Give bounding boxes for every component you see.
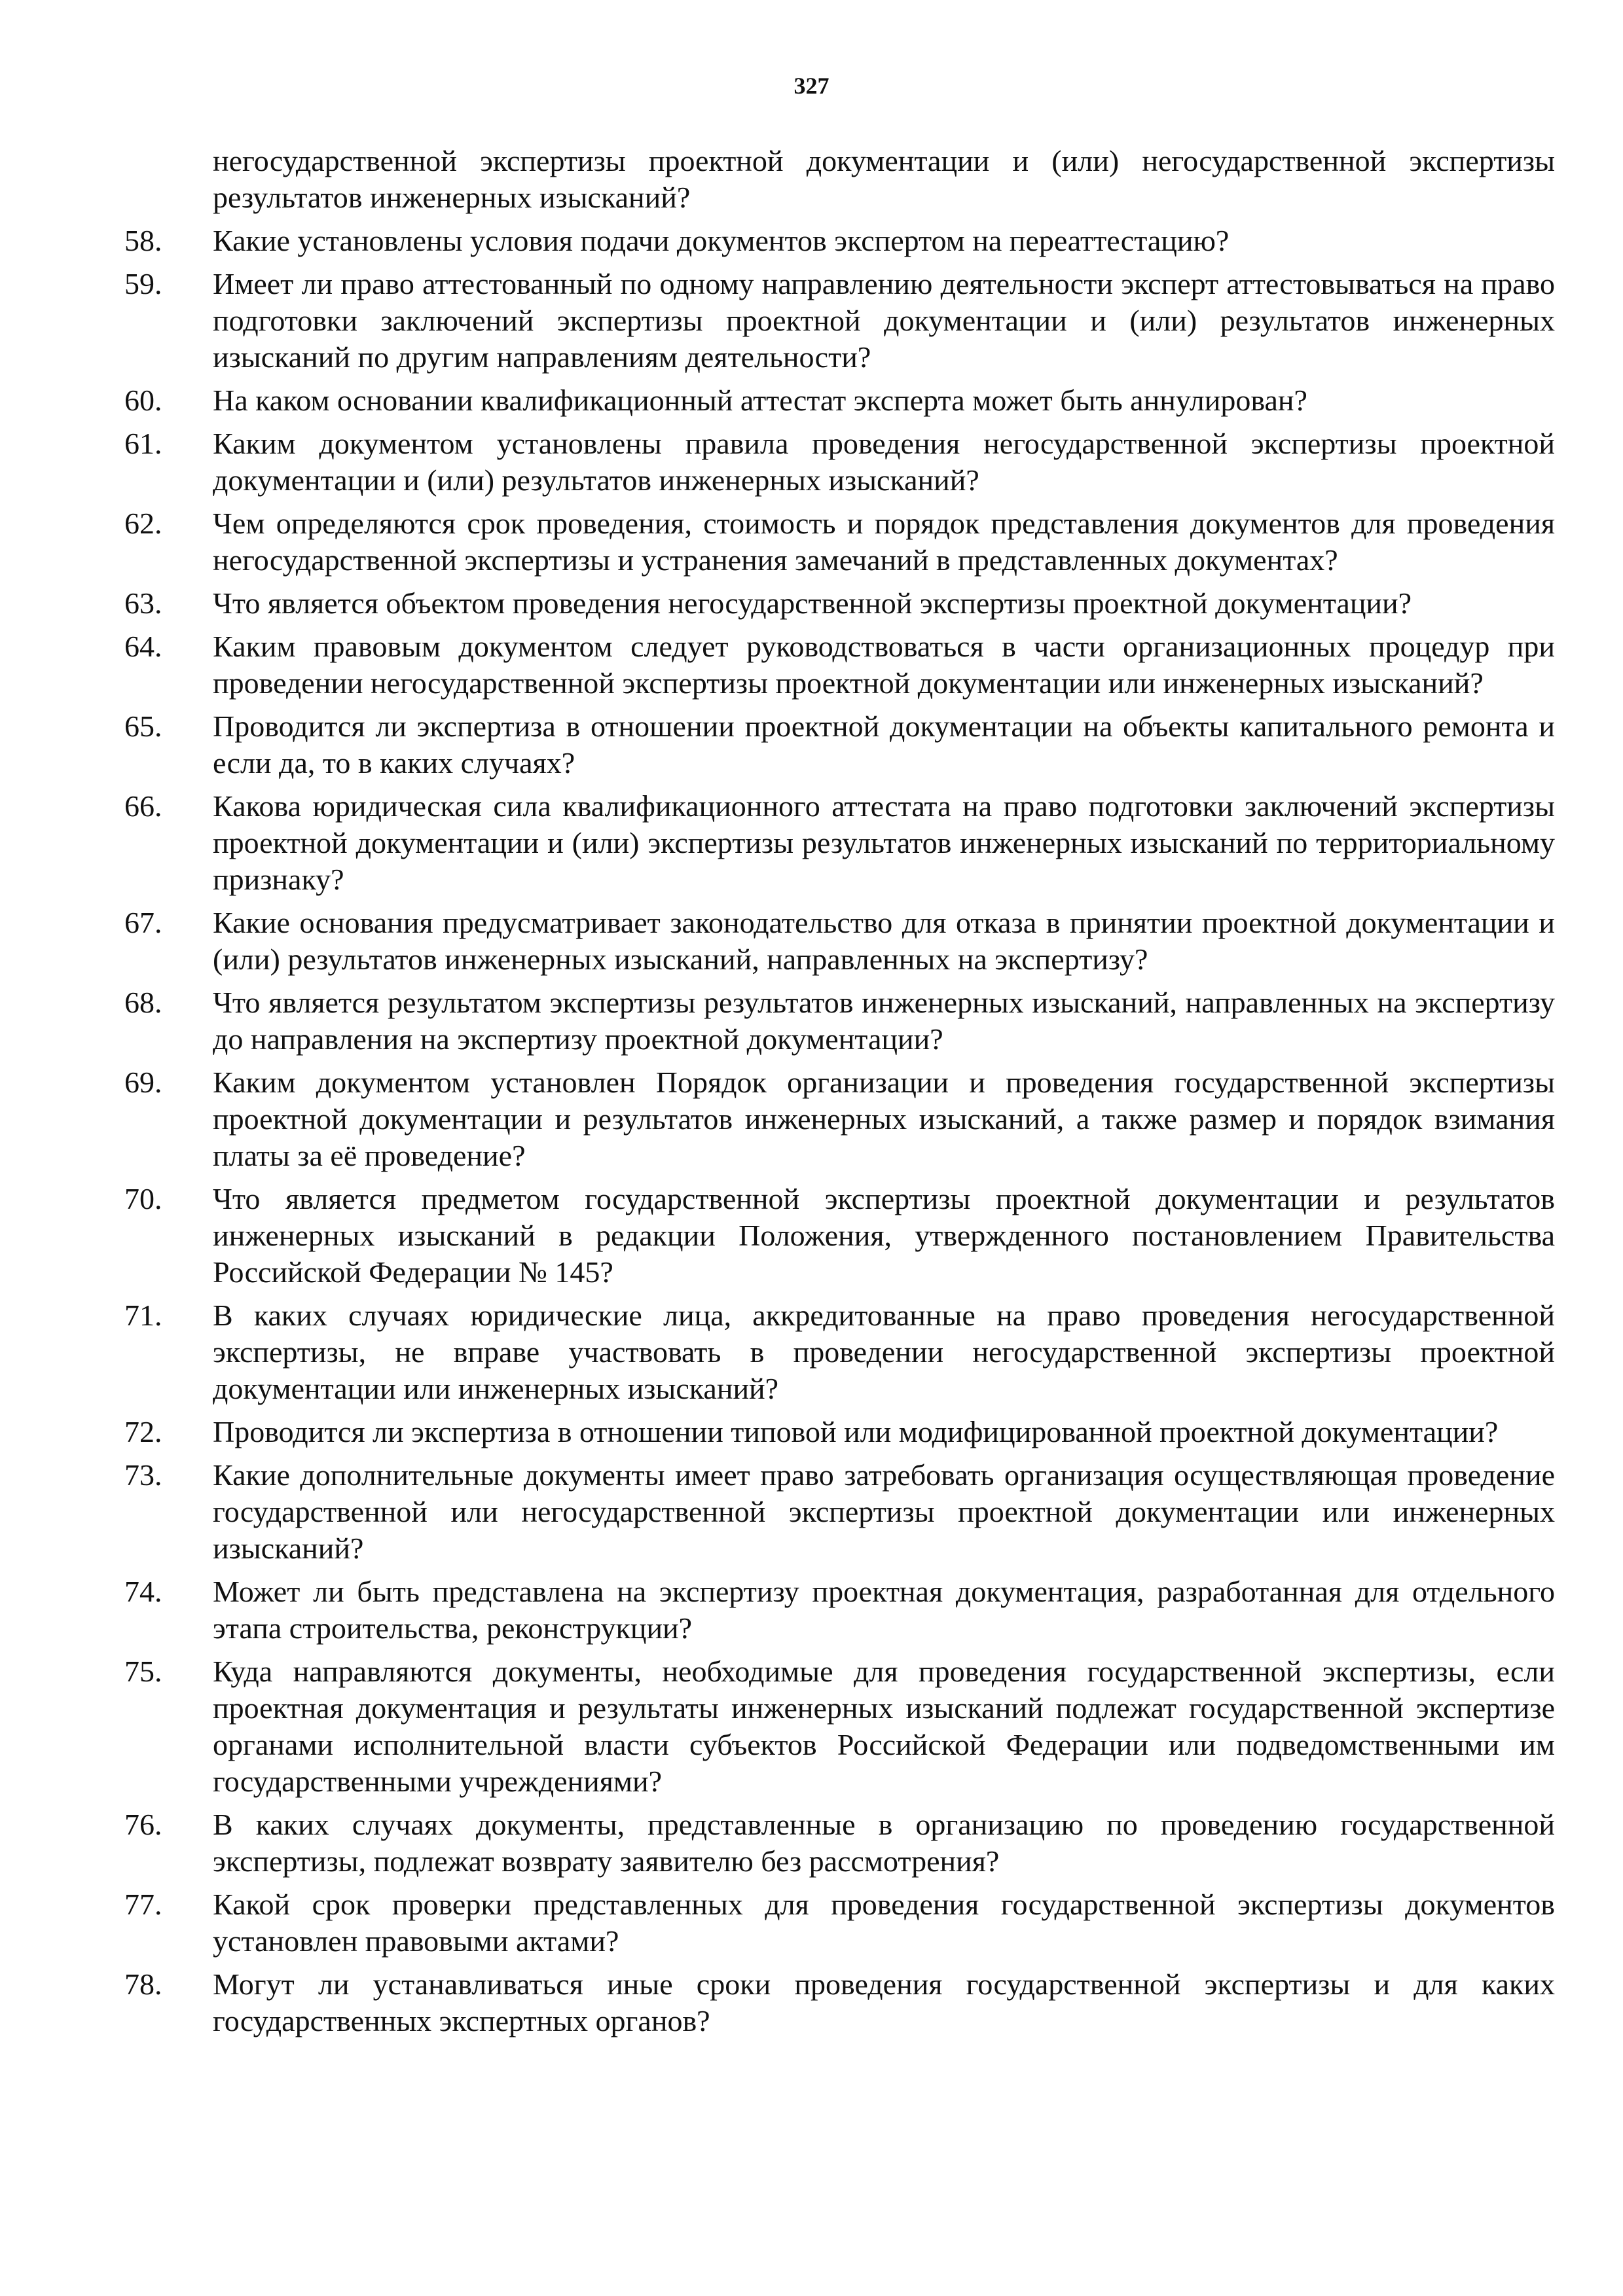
question-text: Что является результатом экспертизы результатов инженерных изысканий, направленных на экспертизу до направления на экспертизу проектной документации? [213,986,1555,1056]
list-item [124,905,1555,978]
question-text: В каких случаях юридические лица, аккредитованные на право проведения негосударственной экспертизы, не вправе участвовать в проведении негосударственной экспертизы проектной документации или инженерных изысканий? [213,1299,1555,1405]
question-number: 77. [124,1888,162,1921]
list-item [124,628,1555,702]
page-number: 327 [793,73,830,99]
question-number: 68. [124,986,162,1019]
question-text: Каким документом установлены правила проведения негосударственной экспертизы проектной документации и (или) результатов инженерных изысканий? [213,427,1555,497]
list-item [124,1181,1555,1291]
question-number: 60. [124,384,162,417]
continuation-text: негосударственной экспертизы проектной документации и (или) негосударственной экспертизы результатов инженерных изысканий? [213,144,1555,214]
list-item [124,382,1555,419]
question-number: 67. [124,906,162,939]
question-text: Какой срок проверки представленных для проведения государственной экспертизы документов установлен правовыми актами? [213,1888,1555,1958]
list-item [124,1653,1555,1800]
question-text: В каких случаях документы, представленные в организацию по проведению государственной экспертизы, подлежат возврату заявителю без рассмотрения? [213,1808,1555,1878]
question-text: Какие дополнительные документы имеет право затребовать организация осуществляющая проведение государственной или негосударственной экспертизы проектной документации или инженерных изысканий? [213,1458,1555,1565]
question-number: 74. [124,1575,162,1608]
list-item [124,788,1555,898]
question-number: 61. [124,427,162,460]
list-item [124,1457,1555,1567]
list-item [124,984,1555,1058]
question-number: 66. [124,789,162,823]
list-item [124,1414,1555,1450]
question-text: Куда направляются документы, необходимые для проведения государственной экспертизы, если проектная документация и результаты инженерных изысканий подлежат государственной экспертизе органами исполнительной власти субъектов Российской Федерации или подведомственными им государственными учреждениями? [213,1655,1555,1798]
question-number: 78. [124,1967,162,2001]
question-text: Проводится ли экспертиза в отношении проектной документации на объекты капитального ремонта и если да, то в каких случаях? [213,709,1555,780]
question-text: Проводится ли экспертиза в отношении типовой или модифицированной проектной документации? [213,1415,1499,1448]
question-text: Каким документом установлен Порядок организации и проведения государственной экспертизы проектной документации и результатов инженерных изысканий, а также размер и порядок взимания платы за её проведение? [213,1066,1555,1172]
list-item [124,1806,1555,1880]
question-text: Чем определяются срок проведения, стоимость и порядок представления документов для проведения негосударственной экспертизы и устранения замечаний в представленных документах? [213,507,1555,577]
list-item [124,1886,1555,1960]
question-number: 59. [124,267,162,300]
question-number: 69. [124,1066,162,1099]
question-number: 62. [124,507,162,540]
list-item [124,708,1555,781]
question-text: Каким правовым документом следует руководствоваться в части организационных процедур при проведении негосударственной экспертизы проектной документации или инженерных изысканий? [213,630,1555,700]
question-text: Какова юридическая сила квалификационного аттестата на право подготовки заключений экспертизы проектной документации и (или) экспертизы результатов инженерных изысканий по территориальному признаку? [213,789,1555,896]
question-list [124,143,1555,2046]
list-item [124,1966,1555,2039]
list-item [124,505,1555,579]
list-item [124,425,1555,499]
question-number: 70. [124,1182,162,1215]
list-item [124,1064,1555,1174]
list-item [124,1297,1555,1407]
list-item [124,585,1555,622]
question-number: 76. [124,1808,162,1841]
question-text: Что является объектом проведения негосударственной экспертизы проектной документации? [213,586,1412,620]
question-number: 64. [124,630,162,663]
question-text: Имеет ли право аттестованный по одному направлению деятельности эксперт аттестовываться на право подготовки заключений экспертизы проектной документации и (или) результатов инженерных изысканий по другим направлениям деятельности? [213,267,1555,374]
question-number: 58. [124,224,162,257]
question-number: 75. [124,1655,162,1688]
question-number: 63. [124,586,162,620]
list-item [124,223,1555,259]
question-text: Что является предметом государственной экспертизы проектной документации и результатов инженерных изысканий в редакции Положения, утвержденного постановлением Правительства Российской Федерации № 145? [213,1182,1555,1289]
question-text: Может ли быть представлена на экспертизу проектная документация, разработанная для отдельного этапа строительства, реконструкции? [213,1575,1555,1645]
question-text: Какие установлены условия подачи документов экспертом на переаттестацию? [213,224,1230,257]
questions-container [124,223,1555,2039]
question-number: 71. [124,1299,162,1332]
question-number: 72. [124,1415,162,1448]
question-text: Могут ли устанавливаться иные сроки проведения государственной экспертизы и для каких государственных экспертных органов? [213,1967,1555,2037]
question-text: На каком основании квалификационный аттестат эксперта может быть аннулирован? [213,384,1307,417]
question-text: Какие основания предусматривает законодательство для отказа в принятии проектной документации и (или) результатов инженерных изысканий, направленных на экспертизу? [213,906,1555,976]
list-item [124,1573,1555,1647]
question-number: 65. [124,709,162,743]
list-item [124,266,1555,376]
question-number: 73. [124,1458,162,1492]
